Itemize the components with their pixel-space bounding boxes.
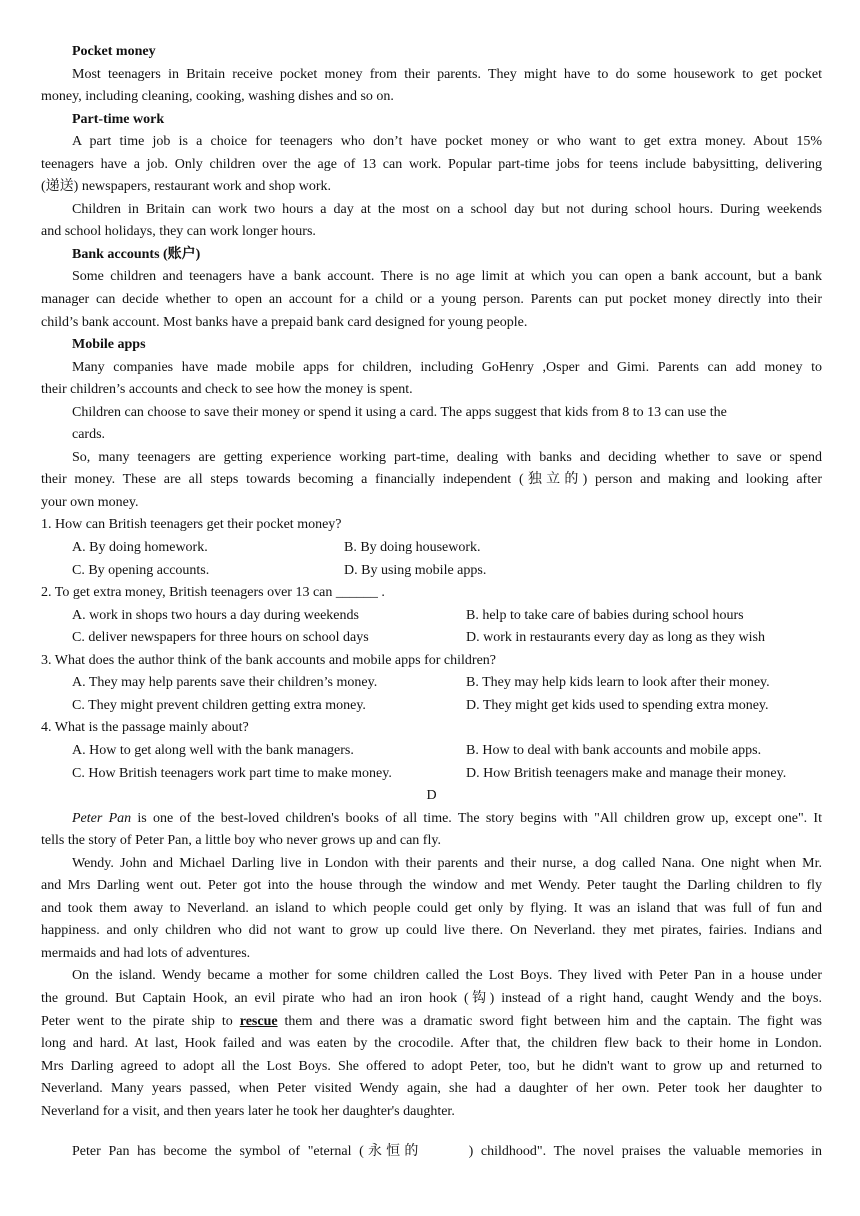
document-page (41, 41, 822, 1164)
text-run: them and there was a dramatic sword fight between him and the captain. The fight was (277, 1013, 822, 1029)
paragraph-line: happiness. and only children who did not want to grow up could live there. On Neverland. they met pirates, fairies. Indians and (41, 923, 822, 939)
text-run: Peter went to the pirate ship to (41, 1013, 240, 1029)
question-stem: 2. To get extra money, British teenagers over 13 can ______ . (41, 585, 385, 601)
option-b: B. By doing housework. (344, 540, 481, 556)
paragraph-line: Wendy. John and Michael Darling live in London with their parents and their nurse, a dog called Nana. One night when Mr. (72, 855, 822, 871)
paragraph-line: (递送) newspapers, restaurant work and shop work. (41, 179, 332, 195)
option-row (41, 740, 822, 763)
paragraph-line: Peter Pan has become the symbol of "eternal (永恒的 ) childhood". The novel praises the valuable memories in (72, 1144, 822, 1160)
option-a: A. By doing homework. (72, 540, 208, 556)
paragraph-line: So, many teenagers are getting experience working part-time, dealing with banks and deciding whether to save or spend (72, 449, 822, 465)
paragraph-line: cards. (72, 427, 106, 443)
option-d: D. How British teenagers make and manage their money. (466, 765, 787, 781)
option-c: C. How British teenagers work part time to make money. (72, 765, 392, 781)
option-d: D. work in restaurants every day as long as they wish (466, 630, 765, 646)
paragraph-line (41, 1011, 822, 1034)
text-run: is one of the best-loved children's books of all time. The story begins with "All children grow up, except one". It (131, 810, 822, 826)
paragraph-line (41, 808, 822, 831)
paragraph-line: A part time job is a choice for teenagers who don’t have pocket money or who want to get extra money. About 15% (72, 134, 822, 150)
paragraph-line: and took them away to Neverland. an island to which people could get only by flying. It was an island that was full of fun and (41, 900, 822, 916)
option-row (41, 763, 822, 786)
option-a: A. How to get along well with the bank managers. (72, 742, 354, 758)
paragraph-line: the ground. But Captain Hook, an evil pirate who had an iron hook (钩) instead of a right hand, caught Wendy and the boys. (41, 990, 822, 1006)
heading-pocket-money: Pocket money (72, 44, 156, 59)
option-row (41, 627, 822, 650)
option-c: C. They might prevent children getting extra money. (72, 697, 366, 713)
paragraph-line: Many companies have made mobile apps for children, including GoHenry ,Osper and Gimi. Parents can add money to (72, 359, 822, 375)
question-stem: 1. How can British teenagers get their pocket money? (41, 517, 342, 533)
option-b: B. They may help kids learn to look after their money. (466, 675, 770, 691)
option-d: D. They might get kids used to spending extra money. (466, 697, 769, 713)
book-title: Peter Pan (72, 810, 132, 826)
paragraph-line: Children in Britain can work two hours a day at the most on a school day but not during school hours. During weekends (72, 201, 822, 217)
paragraph-line: Neverland. Many years passed, when Peter visited Wendy again, she had a daughter of her own. Peter took her daughter to (41, 1081, 822, 1097)
paragraph-line: your own money. (41, 494, 139, 510)
paragraph-line: mermaids and had lots of adventures. (41, 945, 251, 961)
paragraph-line: their children’s accounts and check to see how the money is spent. (41, 382, 413, 398)
section-label-d: D (426, 788, 437, 804)
option-a: A. They may help parents save their children’s money. (72, 675, 378, 691)
paragraph-gap (41, 1123, 822, 1141)
heading-bank-accounts: Bank accounts (账户) (72, 246, 201, 262)
paragraph-line: Some children and teenagers have a bank account. There is no age limit at which you can open a bank account, but a bank (72, 269, 822, 285)
paragraph-line: manager can decide whether to open an account for a child or a young person. Parents can put pocket money directly into their (41, 292, 822, 308)
heading-part-time-work: Part-time work (72, 111, 165, 127)
paragraph-line: Most teenagers in Britain receive pocket money from their parents. They might have to do some housework to get pocket (72, 66, 822, 82)
option-row (41, 560, 822, 583)
paragraph-line: teenagers have a job. Only children over the age of 13 can work. Popular part-time jobs for teens include babysitting, delivering (41, 156, 822, 172)
paragraph-line: tells the story of Peter Pan, a little boy who never grows up and can fly. (41, 833, 441, 849)
option-row (41, 672, 822, 695)
option-b: B. How to deal with bank accounts and mobile apps. (466, 742, 762, 758)
paragraph-line: Mrs Darling agreed to adopt all the Lost Boys. She offered to adopt Peter, too, but he didn't want to grow up and returned to (41, 1058, 822, 1074)
paragraph-line: long and hard. At last, Hook failed and was eaten by the crocodile. After that, the children flew back to their home in London. (41, 1036, 822, 1052)
option-d: D. By using mobile apps. (344, 562, 487, 578)
paragraph-line: and Mrs Darling went out. Peter got into the house through the window and met Wendy. Peter taught the Darling children to fly (41, 878, 822, 894)
paragraph-line: and school holidays, they can work longer hours. (41, 224, 316, 240)
paragraph-line: money, including cleaning, cooking, washing dishes and so on. (41, 89, 394, 105)
option-row (41, 695, 822, 718)
heading-mobile-apps: Mobile apps (72, 337, 146, 353)
paragraph-line: On the island. Wendy became a mother for some children called the Lost Boys. They lived with Peter Pan in a house under (72, 968, 822, 984)
option-row (41, 537, 822, 560)
paragraph-line: their money. These are all steps towards becoming a financially independent (独立的) person and making and looking after (41, 472, 822, 488)
option-b: B. help to take care of babies during school hours (466, 607, 744, 623)
option-row (41, 605, 822, 628)
paragraph-line: child’s bank account. Most banks have a prepaid bank card designed for young people. (41, 314, 528, 330)
option-a: A. work in shops two hours a day during weekends (72, 607, 359, 623)
question-stem: 3. What does the author think of the bank accounts and mobile apps for children? (41, 652, 496, 668)
paragraph-line: Children can choose to save their money or spend it using a card. The apps suggest that kids from 8 to 13 can use the (72, 404, 727, 420)
highlighted-word-rescue: rescue (239, 1013, 278, 1029)
option-c: C. By opening accounts. (72, 562, 210, 578)
paragraph-line: Neverland for a visit, and then years later he took her daughter's daughter. (41, 1103, 455, 1119)
question-stem: 4. What is the passage mainly about? (41, 720, 249, 736)
option-c: C. deliver newspapers for three hours on school days (72, 630, 369, 646)
